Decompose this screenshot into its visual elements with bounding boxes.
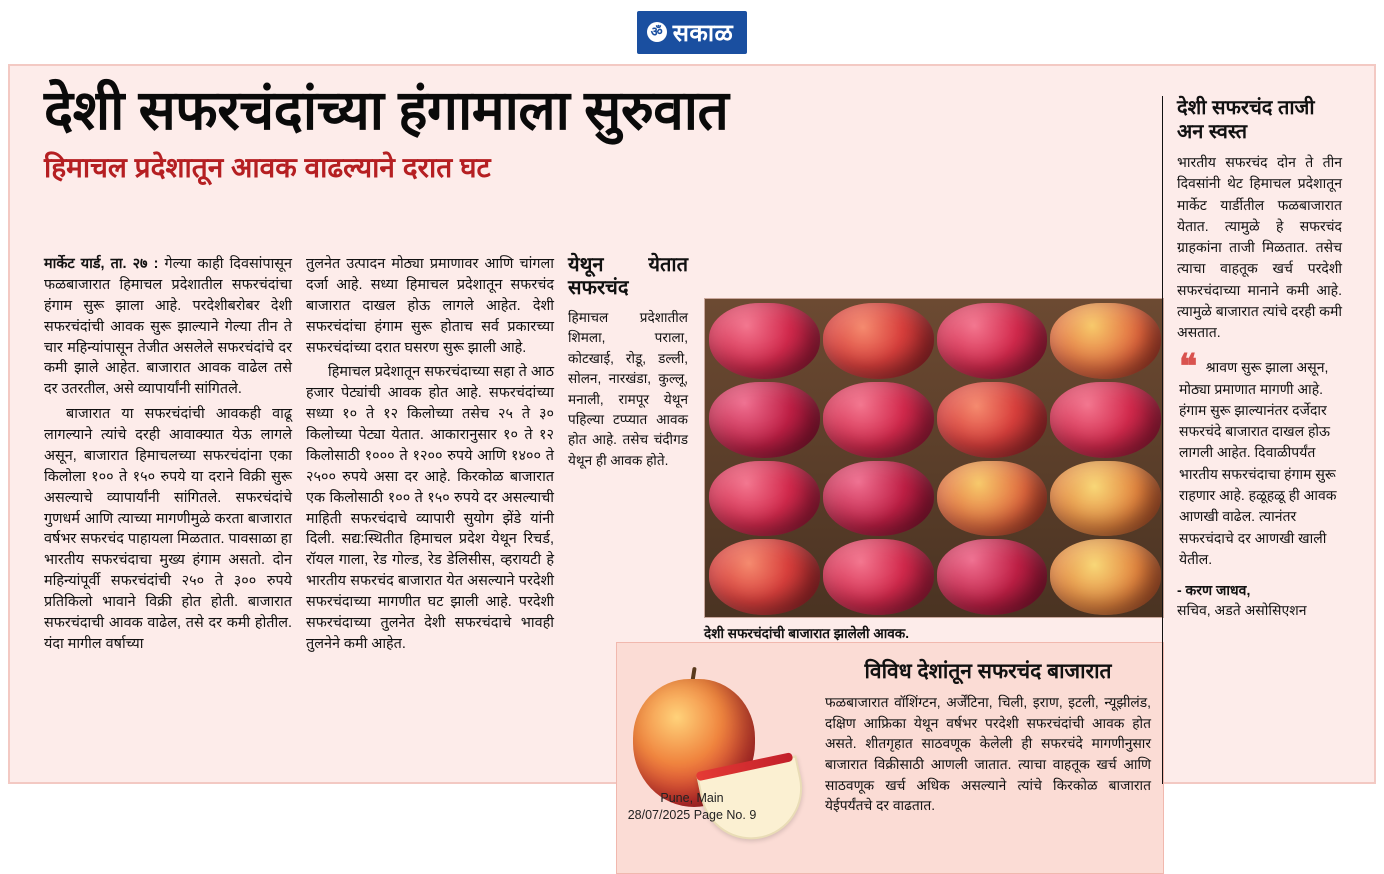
column1-para-1: गेल्या काही दिवसांपासून फळबाजारात हिमाचल प्रदेशातील सफरचंदांचा हंगाम सुरू झाला आहे. परदेशीबरोबर देशी सफरचंदांची आवक सुरू झाल्याने गेल्या तीन ते चार महिन्यांपासून तेजीत असलेले सफरचंदांचे दर कमी झाले आहेत. बाजारात आवक वाढेल तसे दर उतरतील, असे व्यापार्यांनी सांगितले.	[44, 256, 293, 398]
article-column-2	[306, 254, 554, 659]
page-title: देशी सफरचंदांच्या हंगामाला सुरुवात	[44, 79, 729, 141]
column1-para-2: बाजारात या सफरचंदांची आवकही वाढू लागल्याने त्यांचे दरही आवाक्यात येऊ लागले असून, बाजारात हिमाचलच्या सफरचंदांना एका किलोला १०० ते १५० रुपये या दराने विक्री सुरू असल्याचे व्यापार्यांनी सांगितले. सफरचंदांचे गुणधर्म आणि त्याच्या मागणीमुळे करता बाजारात वर्षभर सफरचंद पाहायला मिळतात. पावसाळा हा भारतीय सफरचंदाचा मुख्य हंगाम असतो. दोन महिन्यांपूर्वी सफरचंदांची २५० ते ३०० रुपये प्रतिकिलो भावाने विक्री होत होती. बाजारात सफरचंदाची आवक वाढेल, तसे दर कमी होतील. यंदा मागील वर्षाच्या	[44, 406, 292, 652]
apple-icon	[937, 303, 1048, 379]
right-rail	[1162, 96, 1342, 784]
apple-icon	[823, 382, 934, 458]
apple-icon	[823, 303, 934, 379]
feature-box-imports	[616, 642, 1164, 874]
quote-mark-icon: ❝	[1179, 348, 1198, 387]
apple-icon	[709, 382, 820, 458]
apple-icon	[1050, 303, 1161, 379]
sidebar-sources	[568, 254, 688, 475]
apple-icon	[937, 382, 1048, 458]
photo-caption: देशी सफरचंदांची बाजारात झालेली आवक.	[704, 626, 909, 641]
pull-quote	[1177, 348, 1342, 570]
apple-tray	[709, 303, 1161, 615]
feature-title: विविध देशांतून सफरचंद बाजारात	[864, 660, 1112, 683]
masthead	[0, 0, 1384, 64]
apple-icon	[709, 461, 820, 537]
apple-icon	[1050, 382, 1161, 458]
article-subheadline: हिमाचल प्रदेशातून आवक वाढल्याने दरात घट	[44, 151, 491, 183]
logo-mark-icon: ॐ	[647, 22, 667, 42]
page-footer	[0, 790, 1384, 824]
apple-icon	[1050, 539, 1161, 615]
quote-attribution	[1177, 580, 1342, 621]
apple-icon	[823, 461, 934, 537]
sidebar-sources-title: येथून येतात सफरचंद	[568, 254, 688, 299]
apple-icon	[823, 539, 934, 615]
column2-para-2: हिमाचल प्रदेशातून सफरचंदाच्या सहा ते आठ हजार पेट्यांची आवक होत आहे. सफरचंदांच्या सध्या १० ते १२ किलोच्या तसेच २५ ते ३० किलोच्या पेट्या येतात. आकारानुसार १० ते १२ किलोसाठी १००० ते १२०० रुपये आणि १४०० ते २५०० रुपये असा दर आहे. किरकोळ बाजारात एक किलोसाठी १०० ते १५० रुपये दर असल्याची माहिती सफरचंदाचे व्यापारी सुयोग झेंडे यांनी दिली. सद्य:स्थितीत हिमाचल प्रदेश येथून रिचर्ड, रॉयल गाला, रेड गोल्ड, रेड डेलिसीस, व्हरायटी हे भारतीय सफरचंद बाजारात येत असल्याने परदेशी सफरचंदाच्या मागणीत घट झाली आहे. परदेशी सफरचंदाच्या तुलनेत देशी सफरचंदाचे भावही तुलनेने कमी आहेत.	[306, 364, 554, 652]
sakal-logo	[637, 11, 748, 54]
feature-apple-illustration	[629, 653, 815, 863]
apple-icon	[709, 303, 820, 379]
feature-body: फळबाजारात वॉशिंग्टन, अर्जेंटिना, चिली, इराण, इटली, न्यूझीलंड, दक्षिण आफ्रिका येथून वर्षभर परदेशी सफरचंदांची आवक होत असते. शीतगृहात साठवणूक केलेली ही सफरचंदे मागणीनुसार बाजारात विक्रीसाठी आणली जातात. त्याचा वाहतूक खर्च आणि साठवणूक खर्च अधिक असल्याने त्यांचे किरकोळ बाजारात येईपर्यंतचे दर वाढतात.	[825, 695, 1151, 814]
apple-icon	[709, 539, 820, 615]
apple-icon	[937, 539, 1048, 615]
footer-edition: Pune, Main	[660, 791, 724, 805]
article-photo-block	[704, 298, 1164, 642]
logo-text: सकाळ	[672, 19, 734, 47]
dateline: मार्केट यार्ड, ता. २७ :	[44, 256, 159, 272]
attribution-name: - करण जाधव,	[1177, 582, 1251, 599]
sidebar-sources-body: हिमाचल प्रदेशातील शिमला, पराला, कोटखाई, रोडू, डल्ली, सोलन, नारखंडा, कुल्लू, मनाली, रामपूर येथून पहिल्या टप्प्यात आवक होत आहे. तसेच चंदीगड येथून ही आवक होते.	[568, 310, 688, 468]
article-column-1	[44, 254, 292, 659]
apple-icon	[937, 461, 1048, 537]
rail-body: भारतीय सफरचंद दोन ते तीन दिवसांनी थेट हिमाचल प्रदेशातून मार्केट यार्डीतील फळबाजारात येतात. त्यामुळे हे सफरचंद ग्राहकांना ताजी मिळतात. तसेच त्याचा वाहतूक खर्च परदेशी सफरचंदाच्या मानाने कमी आहे. त्यामुळे बाजारात त्यांचे दरही कमी असतात.	[1177, 154, 1343, 341]
footer-meta: 28/07/2025 Page No. 9	[627, 807, 757, 822]
column2-para-1: तुलनेत उत्पादन मोठ्या प्रमाणावर आणि चांगला दर्जा आहे. सध्या हिमाचल प्रदेशातून सफरचंद बाजारात दाखल होऊ लागले आहेत. देशी सफरचंदांचा हंगाम सुरू होताच सर्व प्रकारच्या सफरचंदांच्या दरात घसरण सुरू झाली आहे.	[306, 256, 554, 356]
rail-title: देशी सफरचंद ताजी अन स्वस्त	[1177, 97, 1315, 143]
apple-icon	[1050, 461, 1161, 537]
attribution-role: सचिव, अडते असोसिएशन	[1177, 602, 1307, 619]
pull-quote-text: श्रावण सुरू झाला असून, मोठ्या प्रमाणात मागणी आहे. हंगाम सुरू झाल्यानंतर दर्जेदार सफरचंदे बाजारात दाखल होऊ लागली आहेत. दिवाळीपर्यंत भारतीय सफरचंदाचा हंगाम सुरू राहणार आहे. हळूहळू ही आवक आणखी वाढेल. त्यानंतर सफरचंदाचे दर आणखी खाली येतील.	[1179, 359, 1337, 567]
apple-crate-photo	[704, 298, 1164, 618]
